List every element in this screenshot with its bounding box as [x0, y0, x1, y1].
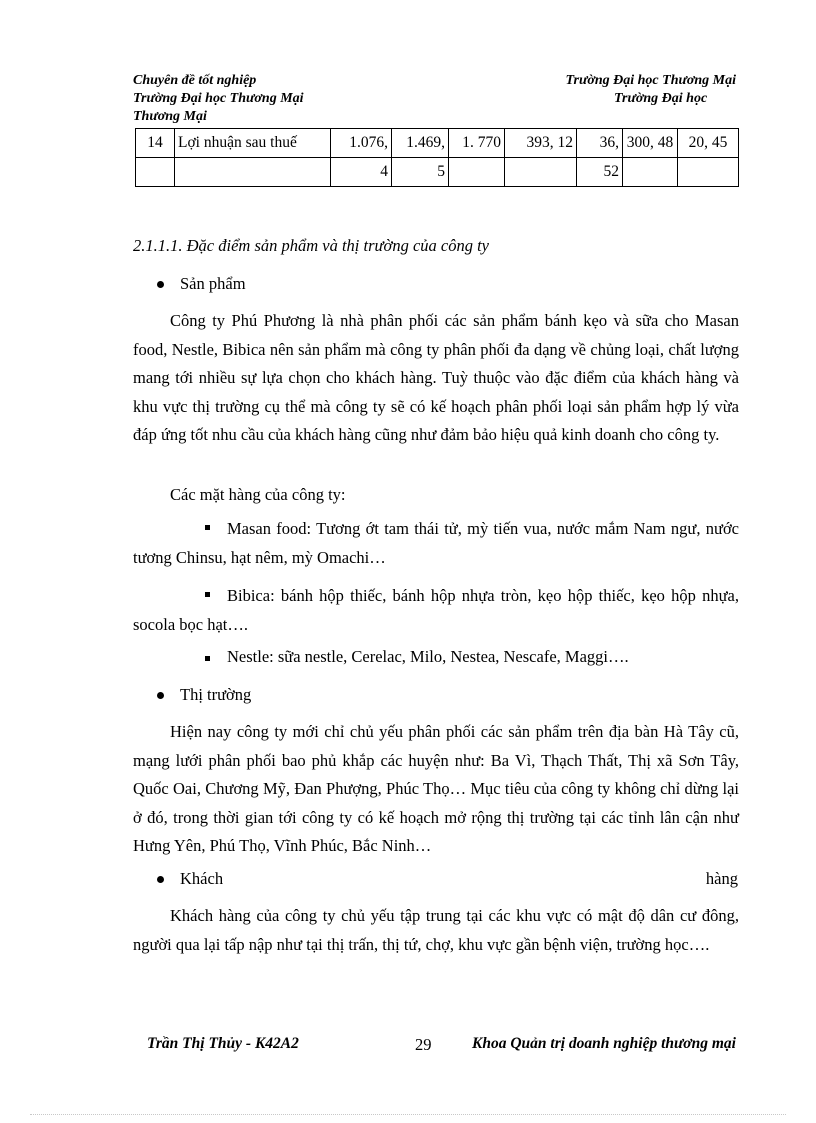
table-cell: 36, [577, 129, 623, 158]
footer-author: Trần Thị Thủy - K42A2 [147, 1035, 299, 1052]
table-cell: 1.469, [392, 129, 449, 158]
table-cell [678, 158, 739, 187]
table-cell: 5 [392, 158, 449, 187]
bullet-icon [157, 876, 164, 883]
list-item-masan: Masan food: Tương ớt tam thái tử, mỳ tiến vua, nước mắm Nam ngư, nước tương Chinsu, hạt nêm, mỳ Omachi… [133, 519, 739, 567]
table-cell [449, 158, 505, 187]
table-cell [505, 158, 577, 187]
table-cell: 14 [136, 129, 175, 158]
header-left-line3: Thương Mại [133, 109, 207, 124]
section-heading: 2.1.1.1. Đặc điểm sản phẩm và thị trường của công ty [133, 236, 490, 255]
table-cell [175, 158, 331, 187]
list-item-bibica: Bibica: bánh hộp thiếc, bánh hộp nhựa tròn, kẹo hộp thiếc, kẹo hộp nhựa, socola bọc hạt…. [133, 586, 739, 634]
table-cell: Lợi nhuận sau thuế [175, 129, 331, 158]
header-left-line2: Trường Đại học Thương Mại [133, 91, 304, 106]
bullet-icon [157, 692, 164, 699]
bullet-label-san-pham: Sản phẩm [180, 274, 246, 293]
bullet-label-hang: hàng [705, 869, 738, 888]
paragraph-market: Hiện nay công ty mới chỉ chủ yếu phân phối các sản phẩm trên địa bàn Hà Tây cũ, mạng lưới phân phối bao phủ khắp các huyện như: Ba Vì, Thạch Thất, Thị xã Sơn Tây, Quốc Oai, Chương Mỹ, Đan Phượng, Phúc Thọ… Mục tiêu của công ty không chỉ dừng lại ở đó, trong thời gian tới công ty có kế hoạch mở rộng thị trường tại các tỉnh lân cận như Hưng Yên, Phú Thọ, Vĩnh Phúc, Bắc Ninh… [133, 722, 739, 855]
paragraph-customers: Khách hàng của công ty chủ yếu tập trung tại các khu vực có mật độ dân cư đông, người qua lại tấp nập như tại thị trấn, thị tứ, chợ, khu vực gần bệnh viện, trường học…. [133, 906, 739, 954]
footer-faculty: Khoa Quản trị doanh nghiệp thương mại [472, 1035, 736, 1052]
list-item-nestle: Nestle: sữa nestle, Cerelac, Milo, Nestea, Nescafe, Maggi…. [227, 647, 629, 666]
financial-table [135, 128, 739, 187]
table-cell: 300, 48 [623, 129, 678, 158]
table-cell [136, 158, 175, 187]
table-cell: 1.076, [331, 129, 392, 158]
page-bottom-divider [30, 1114, 786, 1115]
items-intro: Các mặt hàng của công ty: [170, 485, 346, 504]
bullet-label-khach: Khách [180, 869, 224, 888]
header-left-line1: Chuyên đề tốt nghiệp [133, 73, 257, 88]
header-right-line1: Trường Đại học Thương Mại [565, 73, 736, 88]
page-number: 29 [415, 1035, 432, 1054]
table-row [136, 129, 739, 158]
table-cell: 52 [577, 158, 623, 187]
bullet-label-thi-truong: Thị trường [180, 685, 252, 704]
paragraph-products: Công ty Phú Phương là nhà phân phối các sản phẩm bánh kẹo và sữa cho Masan food, Nestle, Bibica nên sản phẩm mà công ty phân phối đa dạng về chủng loại, chất lượng mang tới nhiều sự lựa chọn cho khách hàng. Tuỳ thuộc vào đặc điểm của khách hàng và khu vực thị trường cụ thể mà công ty sẽ có kế hoạch phân phối loại sản phẩm hợp lý vừa đáp ứng tốt nhu cầu của khách hàng cũng như đảm bảo hiệu quả kinh doanh cho công ty. [133, 311, 739, 444]
table-cell: 1. 770 [449, 129, 505, 158]
bullet-icon [157, 281, 164, 288]
square-bullet-icon [205, 656, 210, 661]
table-row [136, 158, 739, 187]
table-cell: 393, 12 [505, 129, 577, 158]
table-cell [623, 158, 678, 187]
table-cell: 20, 45 [678, 129, 739, 158]
header-right-line2: Trường Đại học [614, 91, 708, 106]
table-cell: 4 [331, 158, 392, 187]
